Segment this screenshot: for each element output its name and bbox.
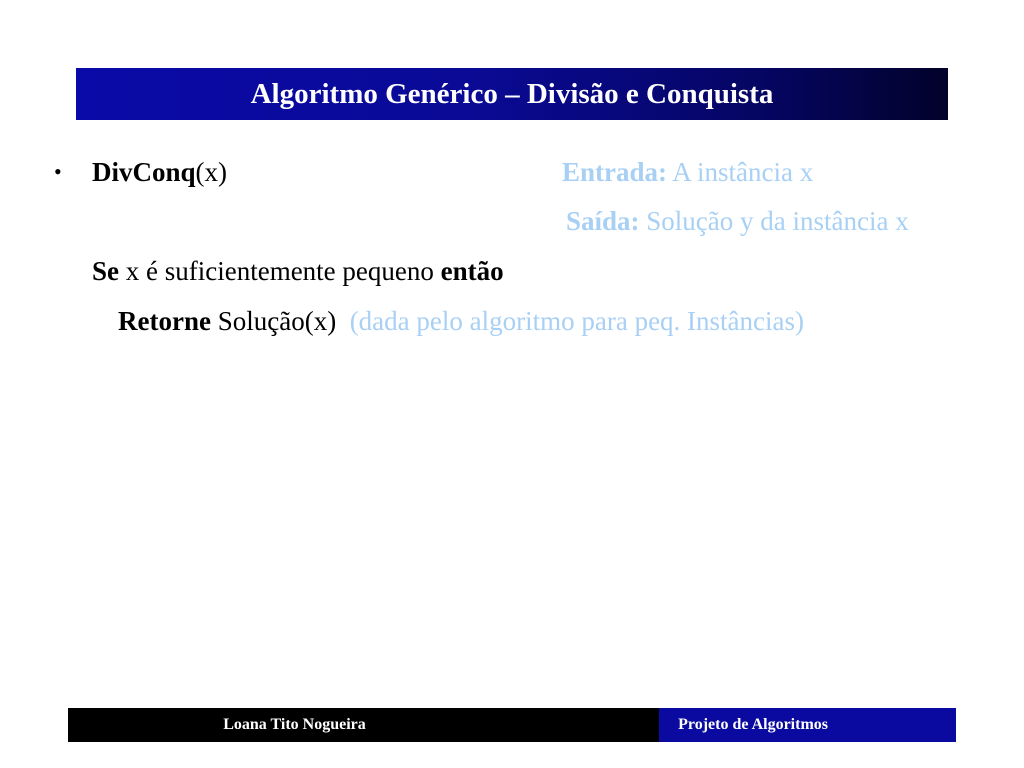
- entrada-value: A instância x: [667, 157, 814, 187]
- keyword-retorne: Retorne: [118, 306, 211, 336]
- output-description: [566, 208, 909, 235]
- saida-label: Saída:: [566, 206, 640, 236]
- slide-title: Algoritmo Genérico – Divisão e Conquista: [250, 77, 774, 110]
- return-comment: (dada pelo algoritmo para peq. Instâncias): [349, 306, 805, 336]
- footer-course: Projeto de Algoritmos: [678, 716, 828, 733]
- saida-value: Solução y da instância x: [639, 206, 909, 236]
- footer-course-box: [659, 708, 956, 742]
- function-name: DivConq: [92, 157, 196, 187]
- footer-author: Loana Tito Nogueira: [223, 716, 366, 733]
- title-bar: [76, 68, 948, 120]
- return-line: [118, 308, 804, 335]
- footer-author-box: [68, 708, 521, 742]
- condition-line: [92, 258, 504, 285]
- keyword-entao: então: [440, 256, 504, 286]
- bullet-marker: •: [54, 159, 62, 184]
- function-signature: [92, 159, 227, 186]
- entrada-label: Entrada:: [562, 157, 668, 187]
- input-description: [562, 159, 813, 186]
- keyword-se: Se: [92, 256, 119, 286]
- function-args: (x): [195, 157, 228, 187]
- footer-divider-block: [521, 708, 659, 742]
- footer-bar: [68, 708, 956, 742]
- return-call: Solução(x): [210, 306, 337, 336]
- condition-text: x é suficientemente pequeno: [119, 256, 441, 286]
